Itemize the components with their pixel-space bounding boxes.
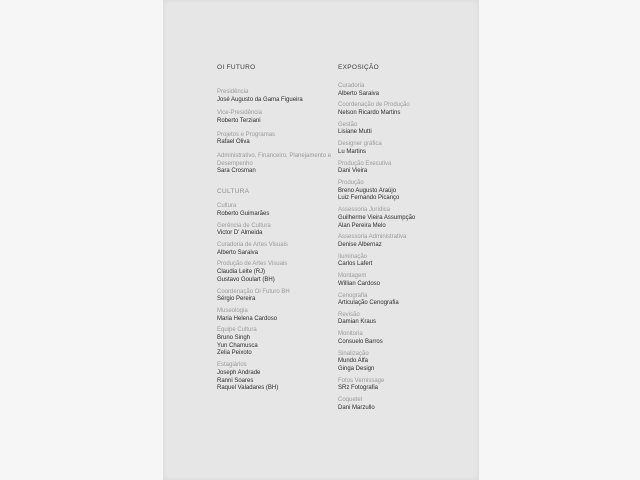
credit-role: Equipe Cultura [217, 327, 257, 334]
credit-name: Ginga Design [338, 366, 375, 373]
credit-role: Estagiários [217, 362, 247, 369]
credit-name: Ranni Soares [217, 377, 254, 384]
credit-group [338, 293, 473, 308]
credit-group [217, 203, 332, 218]
credit-group [338, 254, 473, 269]
credit-role: Montagem [338, 273, 367, 280]
credit-group [217, 362, 332, 393]
credit-role: Presidência [217, 89, 249, 95]
credit-role: Monitoria [338, 331, 363, 338]
credit-group [217, 153, 332, 176]
credit-name: Mundo Alfa [338, 358, 369, 365]
credit-group [338, 273, 473, 288]
credit-group [217, 289, 332, 304]
credit-role: Coordenação de Produção [338, 102, 410, 109]
credit-role: Sinalização [338, 350, 369, 357]
credit-name: Joseph Andrade [217, 369, 261, 376]
oi-futuro-credits [217, 89, 332, 176]
credit-name: Victor D' Almeida [217, 230, 263, 237]
credit-name: Guilherme Vieira Assumpção [338, 214, 416, 221]
credit-group [217, 242, 332, 257]
credit-role: Cenografia [338, 292, 368, 299]
credit-role: Assessoria Administrativa [338, 234, 407, 241]
credit-group [338, 161, 473, 176]
credit-group [217, 308, 332, 323]
credit-role: Gestão [338, 121, 358, 128]
credit-group [338, 83, 473, 98]
credit-name: Bruno Singh [217, 334, 251, 341]
credit-name: Dani Vieira [338, 168, 368, 175]
credit-name: Articulação Cenografia [338, 300, 399, 307]
credit-role: Assessoria Jurídica [338, 207, 391, 214]
credit-name: Denise Albernaz [338, 241, 382, 248]
credit-name: Damian Kraus [338, 319, 377, 326]
credit-group [217, 89, 332, 104]
credit-role: Coordenação Oi Futuro BH [217, 288, 290, 295]
credit-group [217, 110, 332, 125]
credit-role: Fotos Vernissage [338, 377, 385, 384]
credit-role: Revisão [338, 311, 360, 318]
credit-group [338, 122, 473, 137]
credit-name: Maria Helena Cardoso [217, 315, 278, 322]
credit-name: José Augusto da Gama Figueira [217, 96, 303, 103]
credit-name: Roberto Terziani [217, 117, 261, 124]
credit-name: Zelia Peixoto [217, 350, 252, 357]
credit-name: Yun Chamusca [217, 342, 258, 349]
credit-role: Produção de Artes Visuais [217, 261, 288, 268]
credit-role: Curadoria [338, 83, 365, 89]
credit-group [217, 223, 332, 238]
credit-group [217, 327, 332, 358]
credit-name: Consuelo Barros [338, 338, 383, 345]
credit-role: Gerência de Cultura [217, 222, 271, 229]
credit-name: Alberto Saraiva [338, 90, 380, 97]
credit-group [338, 180, 473, 203]
credit-name: Willian Cardoso [338, 280, 381, 287]
credit-name: Alberto Saraiva [217, 249, 259, 256]
credit-name: Lu Martins [338, 148, 367, 155]
credit-role: Administrativo, Financeiro, Planejamento e Desempenho [217, 153, 332, 167]
credit-role: Cultura [217, 203, 237, 210]
credit-group [338, 351, 473, 374]
credit-group [217, 261, 332, 284]
credit-name: Rafael Oliva [217, 139, 250, 146]
credit-name: Dani Marzullo [338, 404, 375, 411]
credit-group [338, 141, 473, 156]
exposicao-heading: EXPOSIÇÃO [338, 64, 379, 71]
credit-group [338, 234, 473, 249]
credit-name: Luiz Fernando Picanço [338, 195, 400, 202]
credit-name: Claudia Leite (RJ) [217, 268, 266, 275]
credit-role: Vice-Presidência [217, 110, 262, 117]
cultura-credits [217, 203, 332, 393]
credit-group [338, 397, 473, 412]
credit-group [338, 331, 473, 346]
credit-name: Lisiane Mutti [338, 129, 372, 136]
credit-role: Iluminação [338, 253, 368, 260]
credit-name: Carlos Lafert [338, 261, 373, 268]
cultura-heading: CULTURA [217, 188, 250, 196]
credit-group [338, 312, 473, 327]
credit-name: Sara Crosman [217, 168, 256, 175]
credit-role: Curadoria de Artes Visuais [217, 241, 288, 248]
credit-name: SRz Fotografia [338, 385, 379, 392]
credit-role: Produção [338, 179, 364, 186]
credit-name: Gustavo Goulart (BH) [217, 276, 275, 283]
credit-group [217, 132, 332, 147]
credit-name: Roberto Guimarães [217, 210, 270, 217]
credit-role: Coquetel [338, 397, 363, 404]
credit-group [338, 102, 473, 117]
credit-role: Projetos e Programas [217, 131, 276, 138]
credit-name: Nelson Ricardo Martins [338, 109, 401, 116]
left-column [217, 64, 332, 397]
exposicao-credits [338, 83, 473, 413]
credit-group [338, 207, 473, 230]
credit-name: Alan Pereira Melo [338, 222, 386, 229]
credit-role: Produção Executiva [338, 160, 392, 167]
credit-name: Raquel Valadares (BH) [217, 385, 279, 392]
credit-name: Breno Augusto Araújo [338, 187, 397, 194]
right-column [338, 64, 473, 417]
credit-role: Designer gráfica [338, 141, 382, 148]
credit-name: Sérgio Pereira [217, 296, 256, 303]
oi-futuro-heading: OI FUTURO [217, 64, 256, 71]
credit-role: Museologia [217, 307, 248, 314]
credit-group [338, 378, 473, 393]
